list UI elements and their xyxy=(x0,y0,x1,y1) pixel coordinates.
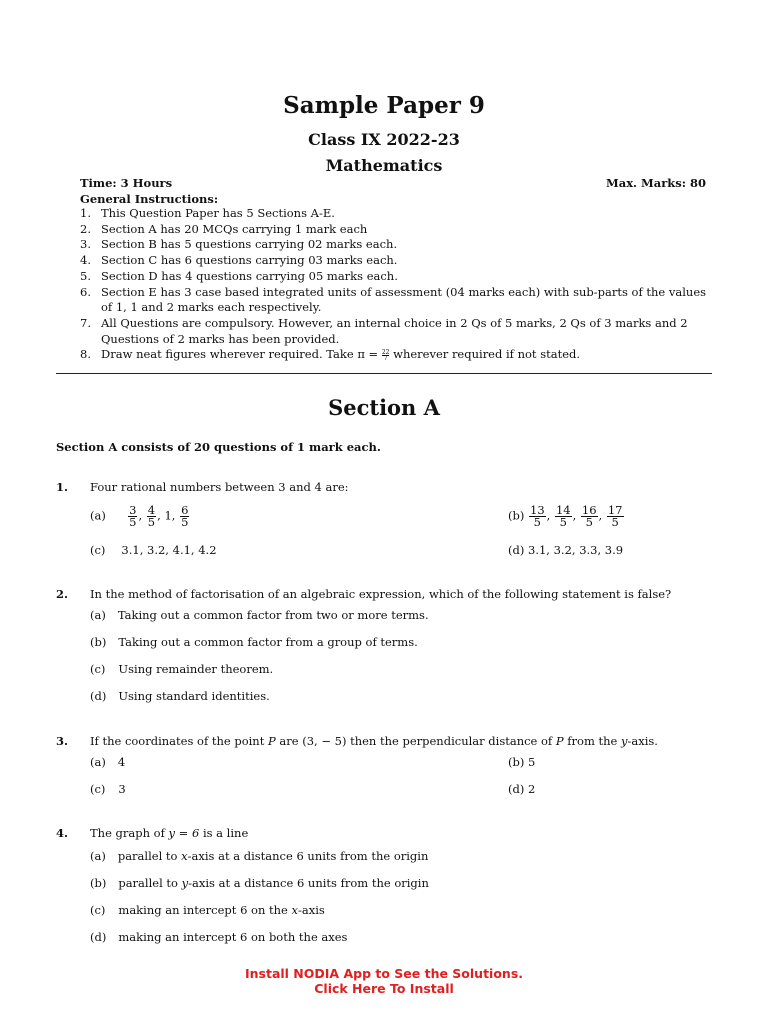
numerator: 4 xyxy=(147,503,156,517)
option-b xyxy=(508,755,535,769)
denominator: 5 xyxy=(585,515,593,529)
option-text: 3.1, 3.2, 4.1, 4.2 xyxy=(121,543,217,557)
option-text: 3 xyxy=(118,782,126,796)
option-text: parallel to xyxy=(117,849,178,863)
instruction-text: Section E has 3 case based integrated units of assessment (04 marks each) with sub-parts of the values of 1, 1 and 2 marks each respectively. xyxy=(101,284,707,315)
instruction-number: 6. xyxy=(80,284,91,299)
math-variable: P xyxy=(555,734,564,748)
class-line: Class IX 2022-23 xyxy=(308,130,460,149)
instruction-text: Section D has 4 questions carrying 05 marks each. xyxy=(101,268,398,283)
option-b: (b) $\frac{13}{5}$ , $\frac{14}{5}$ , $\frac{16}{5}$ , $\frac{17}{5}$ xyxy=(508,503,623,529)
option-text: parallel to xyxy=(118,876,178,890)
option-text: 4 xyxy=(117,755,126,769)
pi-denominator: 7 xyxy=(383,354,388,362)
numerator: 13 xyxy=(530,503,545,517)
option-text: Taking out a common factor from two or more terms. xyxy=(117,608,429,622)
question-text-part: If the coordinates of the point xyxy=(90,734,265,748)
question-number: 1. xyxy=(56,480,69,494)
option-text: -axis xyxy=(298,903,325,917)
section-divider xyxy=(56,373,712,374)
question-text-part: The graph of xyxy=(90,826,165,840)
option-d xyxy=(90,930,347,944)
instruction-number: 7. xyxy=(80,315,91,330)
instruction-text: Section A has 20 MCQs carrying 1 mark each xyxy=(101,221,368,236)
footer-line-2[interactable]: Click Here To Install xyxy=(314,981,454,996)
denominator: 5 xyxy=(559,515,567,529)
option-text: 2 xyxy=(528,782,536,796)
option-a xyxy=(90,755,125,769)
question-text-part: from the xyxy=(567,734,618,748)
option-label: (b) xyxy=(90,635,107,649)
option-label: (a) xyxy=(90,608,106,622)
option-label: (c) xyxy=(90,662,106,676)
denominator: 5 xyxy=(533,515,541,529)
instruction-text xyxy=(101,347,712,363)
numerator: 16 xyxy=(581,503,597,517)
fraction xyxy=(581,505,598,528)
pi-numerator: 22 xyxy=(381,348,390,356)
option-a xyxy=(90,849,428,863)
paper-title: Sample Paper 9 xyxy=(283,92,485,119)
denominator: 5 xyxy=(129,515,137,529)
option-d xyxy=(508,543,623,557)
instruction-text-before: Draw neat figures wherever required. Take π = xyxy=(101,347,379,362)
denominator: 5 xyxy=(147,515,156,529)
instruction-number: 4. xyxy=(80,253,91,268)
math-variable: y xyxy=(181,876,189,890)
instruction-number: 5. xyxy=(80,268,91,283)
question-text xyxy=(90,826,248,840)
option-label: (d) xyxy=(90,930,107,944)
option-d xyxy=(508,782,535,796)
instruction-item xyxy=(80,253,712,269)
option-a: (a) $\frac{3}{5}$ , $\frac{4}{5}$ , 1, $\frac{6}{5}$ xyxy=(90,503,189,529)
section-heading: Section A xyxy=(328,395,440,420)
instruction-number: 3. xyxy=(80,237,91,252)
question-text-part: are (3, − 5) then the perpendicular distance of xyxy=(279,734,553,748)
numerator: 14 xyxy=(555,503,571,517)
fraction xyxy=(529,505,546,528)
option-part: 1, xyxy=(164,508,176,523)
question-text-part: -axis. xyxy=(627,734,658,748)
option-label: (c) xyxy=(90,543,106,557)
option-label: (b) xyxy=(508,508,525,523)
instruction-text: Section C has 6 questions carrying 03 marks each. xyxy=(101,253,398,268)
denominator: 5 xyxy=(611,515,619,529)
denominator: 5 xyxy=(181,515,189,529)
instruction-text: All Questions are compulsory. However, an internal choice in 2 Qs of 5 marks, 2 Qs of 3 marks and 2 Questions of 2 marks has been provided. xyxy=(101,315,688,346)
math-variable: x xyxy=(291,903,299,917)
instruction-number: 1. xyxy=(80,206,91,220)
fraction xyxy=(128,505,137,528)
option-text: -axis at a distance 6 units from the origin xyxy=(187,849,429,863)
instruction-item xyxy=(80,237,712,253)
option-label: (b) xyxy=(90,876,107,890)
option-c xyxy=(90,543,217,557)
section-intro: Section A consists of 20 questions of 1 mark each. xyxy=(56,440,381,454)
numerator: 17 xyxy=(607,503,623,517)
instruction-number: 8. xyxy=(80,347,91,362)
time-label: Time: 3 Hours xyxy=(80,176,173,190)
math-expression: y = 6 xyxy=(168,826,200,840)
fraction xyxy=(607,505,624,528)
instructions-heading: General Instructions: xyxy=(80,192,219,206)
pi-fraction xyxy=(382,350,390,361)
option-text: 5 xyxy=(528,755,536,769)
option-label: (d) xyxy=(508,782,525,796)
instruction-text: Section B has 5 questions carrying 02 marks each. xyxy=(101,237,398,252)
math-variable: y xyxy=(621,734,628,748)
instruction-number: 2. xyxy=(80,221,91,236)
fraction xyxy=(147,505,156,528)
fraction xyxy=(555,505,572,528)
instruction-text: This Question Paper has 5 Sections A-E. xyxy=(101,206,335,220)
instruction-item xyxy=(80,222,712,238)
footer-line-1[interactable]: Install NODIA App to See the Solutions. xyxy=(244,966,524,981)
fraction xyxy=(180,505,189,528)
option-b xyxy=(90,635,418,649)
question-number: 4. xyxy=(56,826,69,840)
numerator: 6 xyxy=(181,503,189,517)
question-number: 2. xyxy=(56,587,69,601)
option-c xyxy=(90,782,126,796)
instruction-item xyxy=(80,347,712,363)
option-label: (a) xyxy=(90,849,106,863)
instruction-item xyxy=(80,206,712,222)
option-c xyxy=(90,903,325,917)
option-text: Taking out a common factor from a group of terms. xyxy=(118,635,418,649)
numerator: 3 xyxy=(129,503,137,517)
option-text: making an intercept 6 on both the axes xyxy=(118,930,348,944)
option-label: (c) xyxy=(90,782,106,796)
question-text: In the method of factorisation of an algebraic expression, which of the following statement is false? xyxy=(90,587,672,601)
question-text-part: is a line xyxy=(202,826,249,840)
instructions-list xyxy=(80,206,712,363)
option-text: 3.1, 3.2, 3.3, 3.9 xyxy=(528,543,624,557)
option-label: (c) xyxy=(90,903,106,917)
option-text: making an intercept 6 on the xyxy=(118,903,288,917)
option-label: (d) xyxy=(508,543,525,557)
instruction-item xyxy=(80,316,712,347)
option-a xyxy=(90,608,429,622)
option-text: -axis at a distance 6 units from the origin xyxy=(188,876,429,890)
option-label: (d) xyxy=(90,689,107,703)
option-text: Using remainder theorem. xyxy=(118,662,274,676)
option-b xyxy=(90,876,429,890)
option-d xyxy=(90,689,270,703)
question-number: 3. xyxy=(56,734,69,748)
install-app-link[interactable] xyxy=(0,966,768,996)
question-text: Four rational numbers between 3 and 4 are: xyxy=(90,480,349,494)
math-variable: P xyxy=(268,734,276,748)
option-label: (b) xyxy=(508,755,525,769)
option-label: (a) xyxy=(90,508,106,523)
instruction-item xyxy=(80,269,712,285)
option-label: (a) xyxy=(90,755,106,769)
question-text xyxy=(90,734,658,748)
instruction-item xyxy=(80,285,712,316)
math-variable: x xyxy=(181,849,188,863)
subject-title: Mathematics xyxy=(325,156,443,175)
instruction-text-after: wherever required if not stated. xyxy=(393,347,581,362)
option-c xyxy=(90,662,273,676)
option-text: Using standard identities. xyxy=(118,689,270,703)
max-marks-label: Max. Marks: 80 xyxy=(606,176,706,190)
